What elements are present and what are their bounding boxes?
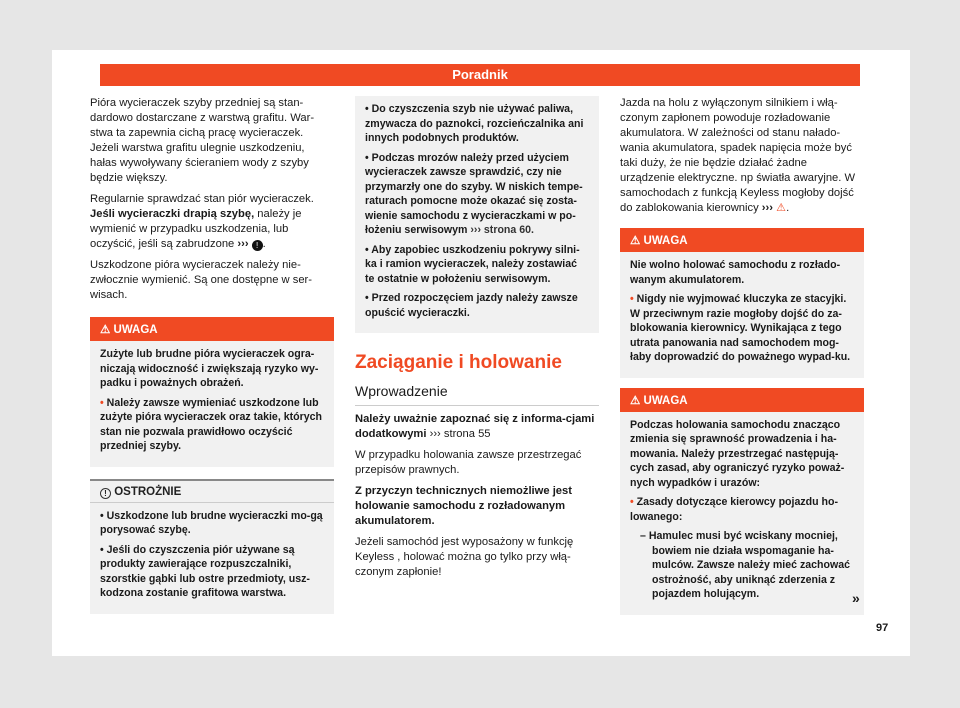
column-1: [90, 96, 334, 622]
warning-box-title: ⚠ UWAGA: [620, 390, 864, 412]
warning-box: [620, 228, 864, 378]
warning-box-title: ⚠ UWAGA: [90, 319, 334, 341]
warning-triangle-icon: ⚠: [630, 394, 641, 407]
subsection-heading: Wprowadzenie: [355, 381, 599, 406]
section-header: Poradnik: [100, 64, 860, 86]
list-item: • Podczas mrozów należy przed użyciem wycieraczek zawsze sprawdzić, czy nie przymarzły one do szyby. W niskich tempe-raturach pomocne może okazać się zosta-wienie samochodu z wycieraczkami w po-łożeniu serwisowym ››› strona 60.: [365, 151, 583, 236]
list-item: • Do czyszczenia szyb nie używać paliwa, zmywacza do paznokci, rozcieńczalnika ani innych podobnych produktów.: [365, 103, 584, 144]
column-3: [620, 96, 864, 623]
paragraph: W przypadku holowania zawsze przestrzegać przepisów prawnych.: [355, 449, 582, 476]
list-item: • Jeśli do czyszczenia piór używane są produkty zawierające rozpuszczalniki, szorstkie gąbki lub ostre przedmioty, usz-kodzona zostanie grafitowa warstwa.: [100, 543, 310, 599]
page-number: 97: [876, 622, 889, 634]
warning-text: Nie wolno holować samochodu z rozłado-wanym akumulatorem.: [630, 259, 841, 286]
list-item: • Zasady dotyczące kierowcy pojazdu ho-lowanego:: [630, 496, 839, 523]
list-item: • Aby zapobiec uszkodzeniu pokrywy silni-ka i ramion wycieraczek, należy zostawiać te ostatnie w położeniu serwisowym.: [365, 243, 580, 285]
reference-link[interactable]: ›››: [761, 202, 773, 214]
column-2: [355, 96, 599, 586]
paragraph: Jeżeli samochód jest wyposażony w funkcję Keyless , holować można go tylko przy włą-czonym zapłonie!: [355, 536, 574, 578]
reference-link[interactable]: ››› strona 55: [429, 428, 491, 440]
list-item: • Nigdy nie wyjmować kluczyka ze stacyjki. W przeciwnym razie mogłoby dojść do za-blokowania kierownicy. Wynikająca z tego utrata panowania nad samochodem mog-łaby doprowadzić do poważnego wypad-ku.: [630, 293, 851, 363]
continue-marker: »: [852, 590, 860, 606]
paragraph: Pióra wycieraczek szyby przedniej są stan-dardowo dostarczane z warstwą grafitu. War-stwa ta zapewnia cichą pracę wycieraczek. Jeżeli warstwa grafitu ulegnie uszkodzeniu, hałas wywoływany ścieraniem wody z szyby będzie większy.: [90, 97, 315, 184]
warning-triangle-icon: ⚠: [630, 235, 641, 247]
warning-text: Zużyte lub brudne pióra wycieraczek ogra-niczają widoczność i zwiększają ryzyko wy-padku i poważnych obrażeń.: [100, 348, 319, 389]
list-item: • Przed rozpoczęciem jazdy należy zawsze opuścić wycieraczki.: [365, 292, 578, 319]
paragraph: Regularnie sprawdzać stan piór wycieraczek. Jeśli wycieraczki drapią szybę, należy je wymienić w przypadku uszkodzenia, lub oczyścić, jeśli są zabrudzone ››› ! .: [90, 193, 314, 250]
warning-box-title: ⚠ UWAGA: [620, 230, 864, 252]
list-item: • Należy zawsze wymieniać uszkodzone lub zużyte pióra wycieraczek oraz takie, których stan nie pozwala prawidłowo oczyścić przedniej szyby.: [100, 396, 322, 452]
caution-box-title: ! OSTROŻNIE: [90, 481, 334, 503]
warning-circle-icon: !: [252, 240, 263, 251]
warning-triangle-icon: ⚠: [100, 324, 111, 336]
sub-list-item: – Hamulec musi być wciskany mocniej, bowiem nie działa wspomaganie ha-mulców. Zawsze należy mieć zachować ostrożność, aby uniknąć zderzenia z pojazdem holującym.: [640, 530, 851, 600]
warning-text: Podczas holowania samochodu znacząco zmienia się sprawność prowadzenia i ha-mowania. Należy przestrzegać następują-cych zasad, aby ograniczyć ryzyko poważ-nych wypadków i urazów:: [630, 418, 845, 489]
reference-link[interactable]: ›››: [237, 238, 249, 250]
list-item: • Uszkodzone lub brudne wycieraczki mo-gą porysować szybę.: [100, 509, 323, 536]
reference-link[interactable]: ››› strona 60.: [470, 224, 534, 236]
paragraph: Należy uważnie zapoznać się z informa-cjami dodatkowymi ››› strona 55: [355, 413, 595, 440]
caution-box: [90, 479, 334, 614]
section-heading: Zaciąganie i holowanie: [355, 352, 562, 373]
warning-box: [620, 388, 864, 615]
paragraph: Uszkodzone pióra wycieraczek należy nie-zwłocznie wymienić. Są one dostępne w ser-wisach.: [90, 259, 312, 301]
paragraph: Z przyczyn technicznych niemożliwe jest holowanie samochodu z rozładowanym akumulatorem.: [355, 485, 572, 527]
paragraph: Jazda na holu z wyłączonym silnikiem i włą-czonym zapłonem powoduje rozładowanie akumulatora. W zależności od stanu nałado-wania akumulatora, spadek napięcia może być taki duży, że nie będzie działać żadne urządzenie elektryczne. np światła awaryjne. W samochodach z funkcją Keyless mogłoby dojść do zablokowania kierownicy ››› ⚠.: [620, 97, 856, 214]
warning-triangle-icon: ⚠: [776, 202, 787, 214]
caution-box-continued: [355, 96, 599, 333]
warning-box: [90, 317, 334, 467]
info-circle-icon: !: [100, 488, 111, 499]
